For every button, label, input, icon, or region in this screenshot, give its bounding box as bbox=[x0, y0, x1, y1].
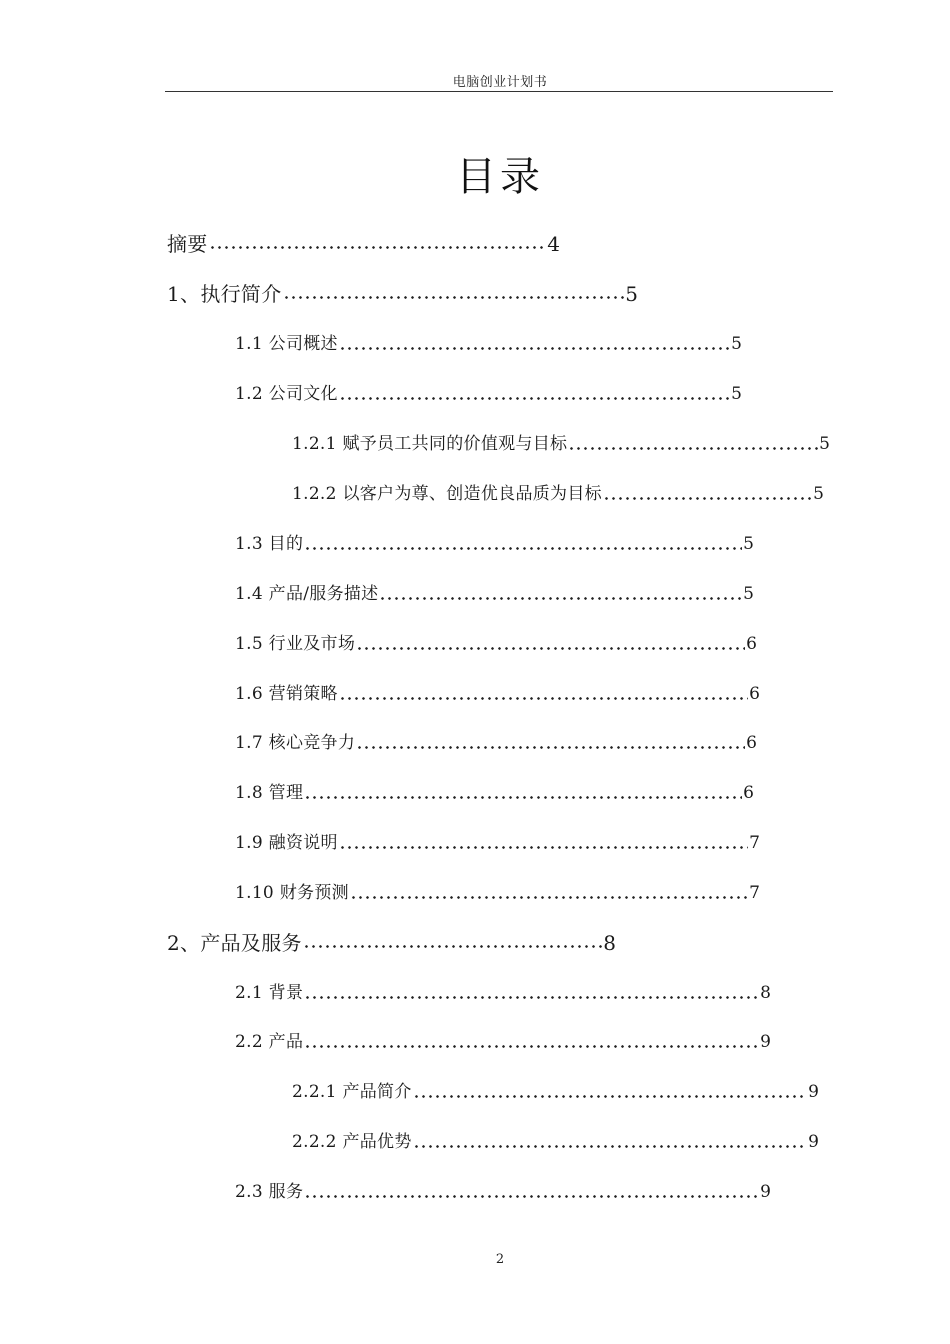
toc-entry-2-2[interactable] bbox=[235, 1027, 771, 1057]
toc-entry-1-8[interactable] bbox=[235, 778, 754, 808]
running-header: 电脑创业计划书 bbox=[452, 75, 548, 90]
toc-entry-label: 2.2 产品 bbox=[235, 1032, 304, 1052]
toc-entry-label: 1.9 融资说明 bbox=[235, 833, 338, 853]
toc-entry-page: 6 bbox=[749, 684, 760, 704]
toc-dot-leader bbox=[356, 629, 745, 659]
toc-entry-label: 1.7 核心竞争力 bbox=[235, 733, 356, 753]
toc-dot-leader bbox=[339, 828, 748, 858]
toc-entry-label: 1.8 管理 bbox=[235, 783, 304, 803]
toc-entry-2[interactable] bbox=[167, 927, 616, 957]
toc-entry-page: 5 bbox=[731, 384, 742, 404]
toc-entry-page: 6 bbox=[746, 634, 757, 654]
toc-dot-leader bbox=[339, 679, 748, 709]
toc-dot-leader bbox=[304, 529, 742, 559]
toc-entry-label: 1.2.1 赋予员工共同的价值观与目标 bbox=[292, 434, 568, 454]
toc-entry-page: 5 bbox=[731, 334, 742, 354]
toc-dot-leader bbox=[339, 379, 730, 409]
toc-entry-page: 9 bbox=[760, 1032, 771, 1052]
toc-entry-2-2-2[interactable] bbox=[292, 1127, 819, 1157]
toc-entry-label: 摘要 bbox=[167, 232, 208, 256]
toc-entry-2-2-1[interactable] bbox=[292, 1077, 819, 1107]
footer-page-number: 2 bbox=[495, 1252, 505, 1267]
toc-entry-label: 1.2.2 以客户为尊、创造优良品质为目标 bbox=[292, 484, 602, 504]
toc-dot-leader bbox=[603, 479, 812, 509]
toc-entry-page: 8 bbox=[760, 983, 771, 1003]
toc-entry-page: 9 bbox=[760, 1182, 771, 1202]
toc-entry-label: 1.5 行业及市场 bbox=[235, 634, 356, 654]
toc-entry-label: 1.4 产品/服务描述 bbox=[235, 584, 379, 604]
toc-dot-leader bbox=[568, 429, 818, 459]
toc-entry-label: 1、执行简介 bbox=[167, 282, 282, 306]
toc-entry-1-9[interactable] bbox=[235, 828, 760, 858]
toc-dot-leader bbox=[413, 1077, 808, 1107]
toc-dot-leader bbox=[356, 728, 745, 758]
toc-entry-page: 6 bbox=[746, 733, 757, 753]
toc-entry-1[interactable] bbox=[167, 278, 638, 308]
toc-entry-1-2[interactable] bbox=[235, 379, 742, 409]
toc-dot-leader bbox=[283, 278, 625, 308]
toc-entry-1-4[interactable] bbox=[235, 579, 754, 609]
toc-dot-leader bbox=[350, 878, 748, 908]
toc-entry-page: 7 bbox=[749, 833, 760, 853]
toc-dot-leader bbox=[339, 329, 730, 359]
header-divider bbox=[165, 91, 833, 92]
toc-entry-2-3[interactable] bbox=[235, 1177, 771, 1207]
toc-entry-label: 2、产品及服务 bbox=[167, 931, 302, 955]
toc-entry-label: 2.1 背景 bbox=[235, 983, 304, 1003]
toc-entry-page: 5 bbox=[743, 584, 754, 604]
toc-entry-label: 1.3 目的 bbox=[235, 534, 304, 554]
toc-entry-page: 5 bbox=[813, 484, 824, 504]
toc-entry-label: 2.2.2 产品优势 bbox=[292, 1132, 412, 1152]
toc-entry-1-7[interactable] bbox=[235, 728, 757, 758]
toc-entry-page: 5 bbox=[819, 434, 830, 454]
toc-dot-leader bbox=[304, 978, 759, 1008]
toc-entry-page: 9 bbox=[808, 1082, 819, 1102]
toc-entry-label: 1.1 公司概述 bbox=[235, 334, 338, 354]
toc-entry-label: 1.6 营销策略 bbox=[235, 684, 338, 704]
toc-dot-leader bbox=[209, 228, 547, 258]
toc-entry-1-2-2[interactable] bbox=[292, 479, 824, 509]
page-title: 目录 bbox=[456, 153, 544, 200]
toc-dot-leader bbox=[303, 927, 602, 957]
toc-entry-label: 2.3 服务 bbox=[235, 1182, 304, 1202]
toc-dot-leader bbox=[413, 1127, 808, 1157]
toc-entry-label: 2.2.1 产品简介 bbox=[292, 1082, 412, 1102]
toc-entry-page: 7 bbox=[749, 883, 760, 903]
toc-entry-page: 5 bbox=[625, 282, 638, 306]
toc-dot-leader bbox=[304, 1177, 759, 1207]
toc-dot-leader bbox=[304, 778, 742, 808]
toc-entry-page: 6 bbox=[743, 783, 754, 803]
toc-entry-1-2-1[interactable] bbox=[292, 429, 830, 459]
toc-entry-label: 1.2 公司文化 bbox=[235, 384, 338, 404]
toc-entry-page: 4 bbox=[547, 232, 560, 256]
toc-dot-leader bbox=[379, 579, 742, 609]
toc-dot-leader bbox=[304, 1027, 759, 1057]
toc-entry-2-1[interactable] bbox=[235, 978, 771, 1008]
toc-entry-abstract[interactable] bbox=[167, 228, 560, 258]
toc-entry-page: 9 bbox=[808, 1132, 819, 1152]
toc-entry-page: 5 bbox=[743, 534, 754, 554]
toc-entry-label: 1.10 财务预测 bbox=[235, 883, 349, 903]
toc-entry-1-10[interactable] bbox=[235, 878, 760, 908]
toc-entry-page: 8 bbox=[603, 931, 616, 955]
toc-entry-1-5[interactable] bbox=[235, 629, 757, 659]
toc-entry-1-3[interactable] bbox=[235, 529, 754, 559]
toc-entry-1-1[interactable] bbox=[235, 329, 742, 359]
toc-entry-1-6[interactable] bbox=[235, 679, 760, 709]
